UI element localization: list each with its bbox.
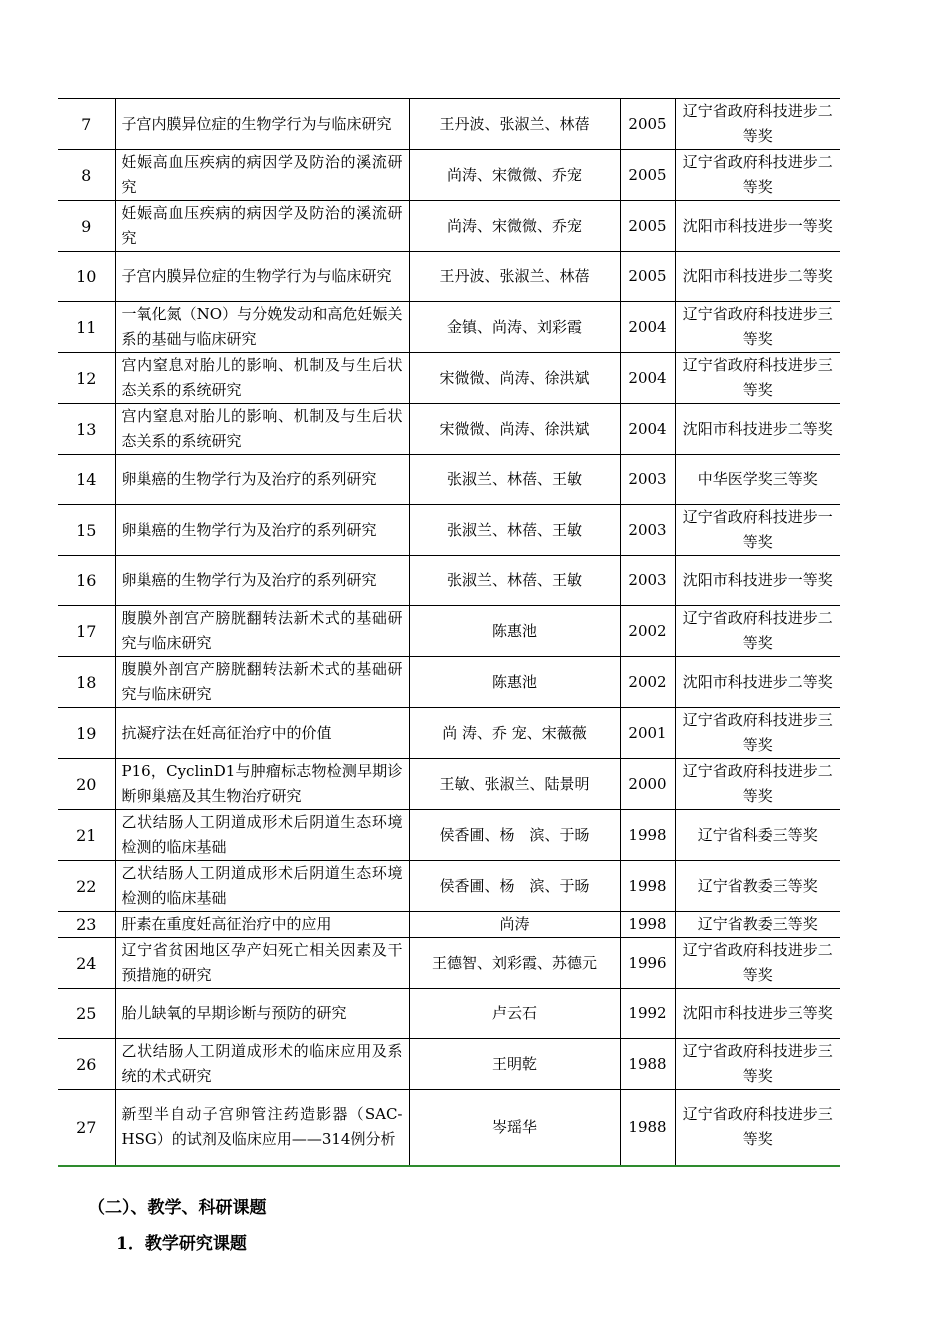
row-number: 24 <box>58 938 115 989</box>
authors: 张淑兰、林蓓、王敏 <box>409 455 620 505</box>
row-number: 22 <box>58 861 115 912</box>
table-row <box>58 201 840 252</box>
row-number: 19 <box>58 708 115 759</box>
award-name: 辽宁省政府科技进步二等奖 <box>675 150 840 201</box>
table-row <box>58 556 840 606</box>
row-number: 7 <box>58 99 115 150</box>
project-title: 子宫内膜异位症的生物学行为与临床研究 <box>115 99 409 150</box>
table-row <box>58 989 840 1039</box>
project-title: 新型半自动子宫卵管注药造影器（SAC-HSG）的试剂及临床应用——314例分析 <box>115 1090 409 1166</box>
award-name: 中华医学奖三等奖 <box>675 455 840 505</box>
authors: 宋微微、尚涛、徐洪斌 <box>409 353 620 404</box>
award-year: 2003 <box>620 556 675 606</box>
project-title: P16，CyclinD1与肿瘤标志物检测早期诊断卵巢癌及其生物治疗研究 <box>115 759 409 810</box>
row-number: 12 <box>58 353 115 404</box>
row-number: 25 <box>58 989 115 1039</box>
project-title: 妊娠高血压疾病的病因学及防治的溪流研究 <box>115 150 409 201</box>
award-year: 2002 <box>620 606 675 657</box>
project-title: 乙状结肠人工阴道成形术后阴道生态环境检测的临床基础 <box>115 810 409 861</box>
authors: 王德智、刘彩霞、苏德元 <box>409 938 620 989</box>
award-year: 2004 <box>620 404 675 455</box>
award-year: 2004 <box>620 302 675 353</box>
award-name: 辽宁省政府科技进步一等奖 <box>675 505 840 556</box>
project-title: 卵巢癌的生物学行为及治疗的系列研究 <box>115 505 409 556</box>
authors: 王敏、张淑兰、陆景明 <box>409 759 620 810</box>
award-name: 沈阳市科技进步二等奖 <box>675 657 840 708</box>
project-title: 妊娠高血压疾病的病因学及防治的溪流研究 <box>115 201 409 252</box>
table-row <box>58 861 840 912</box>
table-row <box>58 404 840 455</box>
row-number: 20 <box>58 759 115 810</box>
award-name: 辽宁省政府科技进步二等奖 <box>675 606 840 657</box>
award-name: 辽宁省政府科技进步三等奖 <box>675 708 840 759</box>
award-name: 沈阳市科技进步二等奖 <box>675 404 840 455</box>
table-row <box>58 99 840 150</box>
row-number: 26 <box>58 1039 115 1090</box>
award-year: 2004 <box>620 353 675 404</box>
table-row <box>58 1090 840 1166</box>
row-number: 17 <box>58 606 115 657</box>
table-row <box>58 810 840 861</box>
award-name: 辽宁省科委三等奖 <box>675 810 840 861</box>
award-name: 辽宁省政府科技进步三等奖 <box>675 1090 840 1166</box>
award-name: 辽宁省教委三等奖 <box>675 912 840 938</box>
project-title: 卵巢癌的生物学行为及治疗的系列研究 <box>115 455 409 505</box>
project-title: 腹膜外剖宫产膀胱翻转法新术式的基础研究与临床研究 <box>115 606 409 657</box>
project-title: 辽宁省贫困地区孕产妇死亡相关因素及干预措施的研究 <box>115 938 409 989</box>
table-row <box>58 657 840 708</box>
project-title: 肝素在重度妊高征治疗中的应用 <box>115 912 409 938</box>
row-number: 14 <box>58 455 115 505</box>
section-heading: （二）、教学、科研课题 <box>88 1198 267 1218</box>
award-name: 辽宁省政府科技进步二等奖 <box>675 759 840 810</box>
project-title: 子宫内膜异位症的生物学行为与临床研究 <box>115 252 409 302</box>
award-year: 2003 <box>620 455 675 505</box>
award-name: 辽宁省政府科技进步三等奖 <box>675 302 840 353</box>
row-number: 11 <box>58 302 115 353</box>
authors: 尚涛、宋微微、乔宠 <box>409 201 620 252</box>
award-year: 2001 <box>620 708 675 759</box>
authors: 侯香圃、杨 滨、于旸 <box>409 810 620 861</box>
row-number: 8 <box>58 150 115 201</box>
table-row <box>58 353 840 404</box>
award-year: 1996 <box>620 938 675 989</box>
table-row <box>58 912 840 938</box>
table-row <box>58 759 840 810</box>
row-number: 15 <box>58 505 115 556</box>
row-number: 27 <box>58 1090 115 1166</box>
award-year: 1998 <box>620 810 675 861</box>
authors: 侯香圃、杨 滨、于旸 <box>409 861 620 912</box>
authors: 尚 涛、乔 宠、宋薇薇 <box>409 708 620 759</box>
awards-table-body <box>58 99 840 1166</box>
award-year: 2005 <box>620 201 675 252</box>
award-name: 沈阳市科技进步一等奖 <box>675 201 840 252</box>
award-name: 辽宁省政府科技进步三等奖 <box>675 353 840 404</box>
award-year: 1998 <box>620 912 675 938</box>
table-row <box>58 150 840 201</box>
row-number: 9 <box>58 201 115 252</box>
authors: 张淑兰、林蓓、王敏 <box>409 505 620 556</box>
award-name: 沈阳市科技进步三等奖 <box>675 989 840 1039</box>
authors: 王明乾 <box>409 1039 620 1090</box>
authors: 金镇、尚涛、刘彩霞 <box>409 302 620 353</box>
award-year: 2005 <box>620 252 675 302</box>
table-row <box>58 505 840 556</box>
authors: 陈惠池 <box>409 606 620 657</box>
row-number: 21 <box>58 810 115 861</box>
award-year: 1998 <box>620 861 675 912</box>
sub-heading: 1．教学研究课题 <box>116 1234 247 1254</box>
award-year: 2003 <box>620 505 675 556</box>
row-number: 23 <box>58 912 115 938</box>
project-title: 宫内窒息对胎儿的影响、机制及与生后状态关系的系统研究 <box>115 404 409 455</box>
award-name: 辽宁省政府科技进步二等奖 <box>675 99 840 150</box>
project-title: 宫内窒息对胎儿的影响、机制及与生后状态关系的系统研究 <box>115 353 409 404</box>
authors: 尚涛 <box>409 912 620 938</box>
project-title: 卵巢癌的生物学行为及治疗的系列研究 <box>115 556 409 606</box>
project-title: 胎儿缺氧的早期诊断与预防的研究 <box>115 989 409 1039</box>
award-year: 1992 <box>620 989 675 1039</box>
table-row <box>58 1039 840 1090</box>
authors: 宋微微、尚涛、徐洪斌 <box>409 404 620 455</box>
project-title: 抗凝疗法在妊高征治疗中的价值 <box>115 708 409 759</box>
project-title: 乙状结肠人工阴道成形术后阴道生态环境检测的临床基础 <box>115 861 409 912</box>
award-year: 2000 <box>620 759 675 810</box>
authors: 王丹波、张淑兰、林蓓 <box>409 252 620 302</box>
table-row <box>58 708 840 759</box>
project-title: 一氧化氮（NO）与分娩发动和高危妊娠关系的基础与临床研究 <box>115 302 409 353</box>
award-name: 辽宁省政府科技进步二等奖 <box>675 938 840 989</box>
row-number: 18 <box>58 657 115 708</box>
table-row <box>58 252 840 302</box>
authors: 王丹波、张淑兰、林蓓 <box>409 99 620 150</box>
table-row <box>58 455 840 505</box>
table-row <box>58 938 840 989</box>
award-year: 1988 <box>620 1090 675 1166</box>
award-name: 辽宁省教委三等奖 <box>675 861 840 912</box>
project-title: 腹膜外剖宫产膀胱翻转法新术式的基础研究与临床研究 <box>115 657 409 708</box>
authors: 尚涛、宋微微、乔宠 <box>409 150 620 201</box>
award-year: 2005 <box>620 150 675 201</box>
table-row <box>58 606 840 657</box>
awards-table <box>58 98 840 1167</box>
row-number: 10 <box>58 252 115 302</box>
project-title: 乙状结肠人工阴道成形术的临床应用及系统的术式研究 <box>115 1039 409 1090</box>
award-year: 2002 <box>620 657 675 708</box>
award-name: 沈阳市科技进步二等奖 <box>675 252 840 302</box>
award-year: 1988 <box>620 1039 675 1090</box>
award-year: 2005 <box>620 99 675 150</box>
award-name: 沈阳市科技进步一等奖 <box>675 556 840 606</box>
table-row <box>58 302 840 353</box>
award-name: 辽宁省政府科技进步三等奖 <box>675 1039 840 1090</box>
authors: 张淑兰、林蓓、王敏 <box>409 556 620 606</box>
authors: 卢云石 <box>409 989 620 1039</box>
authors: 陈惠池 <box>409 657 620 708</box>
row-number: 16 <box>58 556 115 606</box>
authors: 岑瑶华 <box>409 1090 620 1166</box>
row-number: 13 <box>58 404 115 455</box>
